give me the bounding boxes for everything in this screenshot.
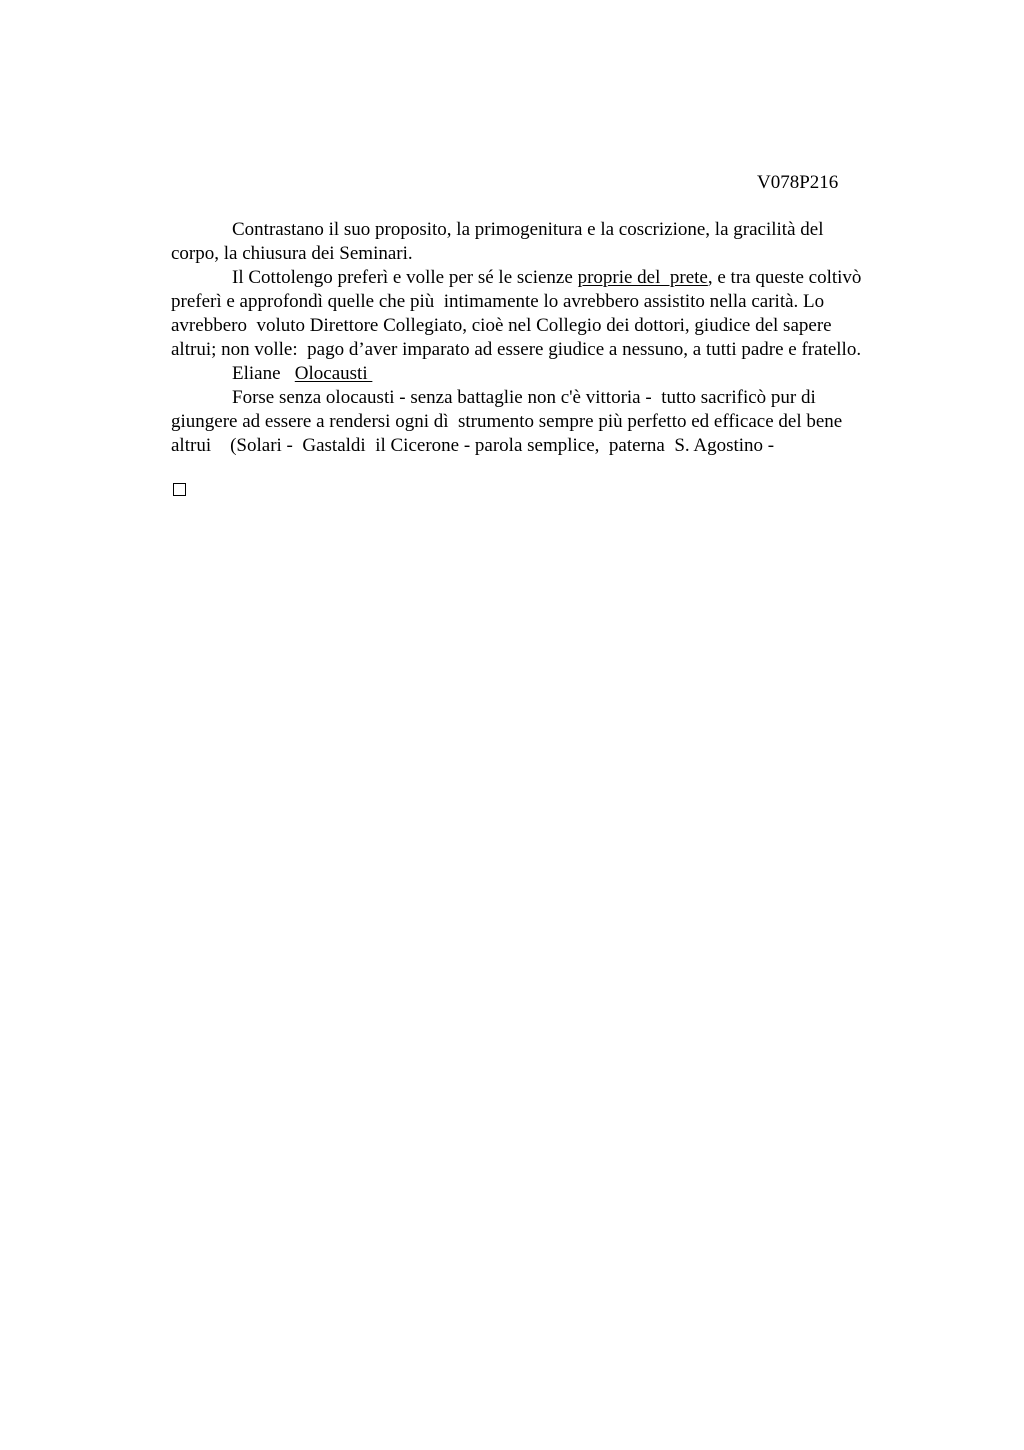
- text-line-4: preferì e approfondì quelle che più intimamente lo avrebbero assistito nella carità. Lo: [171, 291, 825, 312]
- text-line-3: [171, 266, 931, 290]
- underlined-phrase-proprie-del-prete: proprie del prete: [577, 267, 708, 288]
- text-line-8: Forse senza olocausti - senza battaglie non c'è vittoria - tutto sacrificò pur di: [232, 387, 816, 408]
- empty-box-symbol: [173, 483, 186, 496]
- text-line-1: Contrastano il suo proposito, la primogenitura e la coscrizione, la gracilità del: [232, 219, 824, 240]
- text-line-2: corpo, la chiusura dei Seminari.: [171, 243, 413, 264]
- text-line-3-start: Il Cottolengo preferì e volle per sé le scienze: [232, 267, 578, 288]
- text-line-3-end: , e tra queste coltivò: [707, 267, 862, 288]
- text-line-7-start: Eliane: [232, 363, 295, 384]
- text-line-5: avrebbero voluto Direttore Collegiato, cioè nel Collegio dei dottori, giudice del sapere: [171, 315, 832, 336]
- document-body: [171, 218, 931, 458]
- text-line-6: altrui; non volle: pago d’aver imparato ad essere giudice a nessuno, a tutti padre e fratello.: [171, 339, 862, 360]
- text-line-10: altrui (Solari - Gastaldi il Cicerone - parola semplice, paterna S. Agostino -: [171, 435, 775, 456]
- page-code: V078P216: [757, 172, 839, 193]
- text-line-9: giungere ad essere a rendersi ogni dì strumento sempre più perfetto ed efficace del bene: [171, 411, 843, 432]
- text-line-7: [171, 362, 931, 386]
- underlined-heading-olocausti: Olocausti: [294, 363, 373, 384]
